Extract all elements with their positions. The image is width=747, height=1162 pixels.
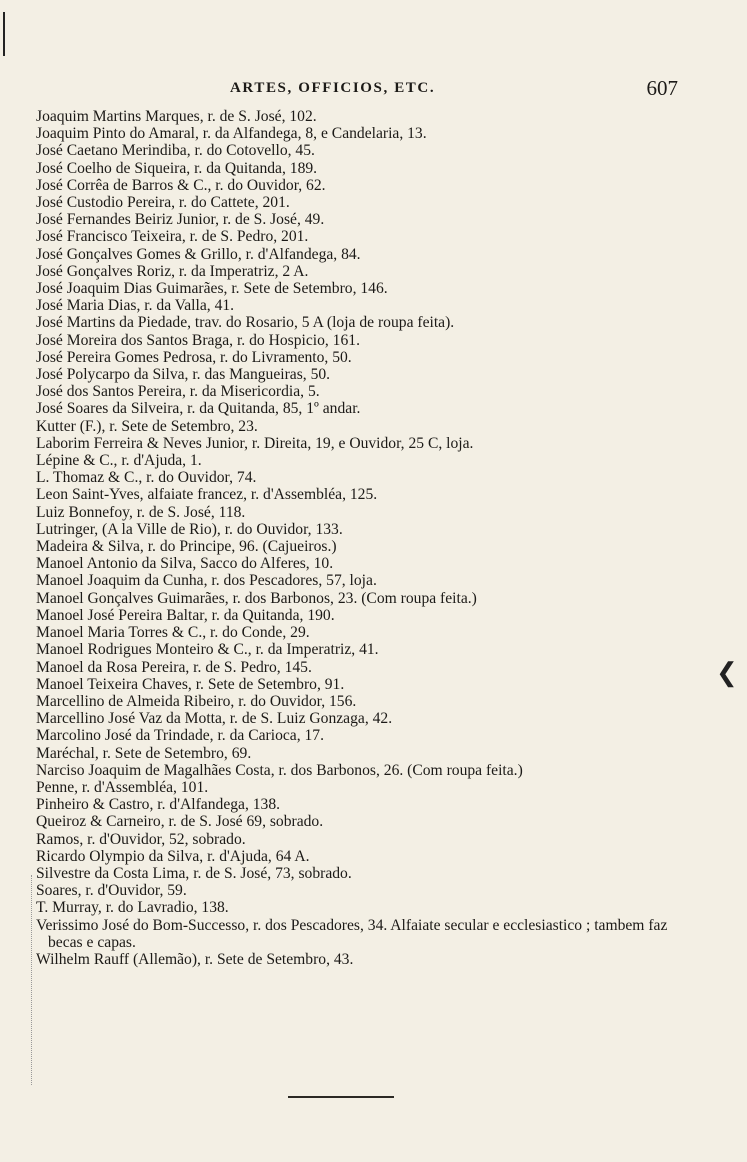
directory-entry: Luiz Bonnefoy, r. de S. José, 118. xyxy=(36,503,246,521)
directory-entry: José Custodio Pereira, r. do Cattete, 201. xyxy=(36,194,290,212)
directory-entry: Marcellino José Vaz da Motta, r. de S. Luiz Gonzaga, 42. xyxy=(36,710,393,728)
directory-entry: José Gonçalves Gomes & Grillo, r. d'Alfandega, 84. xyxy=(36,245,361,263)
margin-rule xyxy=(3,12,5,56)
directory-entry: José Joaquim Dias Guimarães, r. Sete de Setembro, 146. xyxy=(36,280,388,298)
directory-entry: Kutter (F.), r. Sete de Setembro, 23. xyxy=(36,417,258,435)
page-number: 607 xyxy=(646,76,678,100)
directory-entry: Manoel Joaquim da Cunha, r. dos Pescadores, 57, loja. xyxy=(36,572,377,590)
directory-entry: Pinheiro & Castro, r. d'Alfandega, 138. xyxy=(36,796,281,814)
directory-entry: Narciso Joaquim de Magalhães Costa, r. dos Barbonos, 26. (Com roupa feita.) xyxy=(36,761,523,779)
directory-entry: Penne, r. d'Assembléa, 101. xyxy=(36,778,209,796)
directory-entry: José Francisco Teixeira, r. de S. Pedro, 201. xyxy=(36,228,309,246)
directory-entry: Maréchal, r. Sete de Setembro, 69. xyxy=(36,744,252,762)
margin-mark-icon: ❮ xyxy=(716,658,738,688)
directory-entry: Laborim Ferreira & Neves Junior, r. Direita, 19, e Ouvidor, 25 C, loja. xyxy=(36,434,474,452)
directory-entry: José Soares da Silveira, r. da Quitanda, 85, 1º andar. xyxy=(36,400,361,418)
running-head: ARTES, OFFICIOS, ETC. xyxy=(230,80,436,96)
directory-entry: José Moreira dos Santos Braga, r. do Hospicio, 161. xyxy=(36,331,360,349)
directory-entry: Marcellino de Almeida Ribeiro, r. do Ouvidor, 156. xyxy=(36,692,357,710)
directory-entry: José Martins da Piedade, trav. do Rosario, 5 A (loja de roupa feita). xyxy=(36,314,455,332)
directory-entry: Lépine & C., r. d'Ajuda, 1. xyxy=(36,452,202,470)
directory-entry: Silvestre da Costa Lima, r. de S. José, 73, sobrado. xyxy=(36,864,352,882)
directory-entry: Manoel Antonio da Silva, Sacco do Alferes, 10. xyxy=(36,555,334,573)
directory-entry: Soares, r. d'Ouvidor, 59. xyxy=(36,882,187,900)
directory-entry: Verissimo José do Bom-Successo, r. dos Pescadores, 34. Alfaiate secular e ecclesiastico ; tambem faz becas e capas. xyxy=(36,916,668,951)
directory-entry: Marcolino José da Trindade, r. da Carioca, 17. xyxy=(36,727,324,745)
directory-entry: Madeira & Silva, r. do Principe, 96. (Cajueiros.) xyxy=(36,538,337,556)
directory-entry: T. Murray, r. do Lavradio, 138. xyxy=(36,899,229,917)
directory-entry: José Fernandes Beiriz Junior, r. de S. José, 49. xyxy=(36,211,325,229)
directory-entry: Ramos, r. d'Ouvidor, 52, sobrado. xyxy=(36,830,246,848)
directory-entry: Wilhelm Rauff (Allemão), r. Sete de Setembro, 43. xyxy=(36,950,354,968)
end-rule xyxy=(288,1096,394,1098)
directory-list xyxy=(36,108,686,968)
directory-entry: José Corrêa de Barros & C., r. do Ouvidor, 62. xyxy=(36,176,326,194)
gutter-marks xyxy=(31,875,34,1085)
directory-entry: Manoel da Rosa Pereira, r. de S. Pedro, 145. xyxy=(36,658,312,676)
directory-entry: Ricardo Olympio da Silva, r. d'Ajuda, 64 A. xyxy=(36,847,310,865)
directory-entry: José Pereira Gomes Pedrosa, r. do Livramento, 50. xyxy=(36,348,352,366)
directory-entry: José Caetano Merindiba, r. do Cotovello, 45. xyxy=(36,142,315,160)
directory-entry: Queiroz & Carneiro, r. de S. José 69, sobrado. xyxy=(36,813,324,831)
directory-entry: Manoel Gonçalves Guimarães, r. dos Barbonos, 23. (Com roupa feita.) xyxy=(36,589,477,607)
directory-entry: Manoel Teixeira Chaves, r. Sete de Setembro, 91. xyxy=(36,675,345,693)
directory-entry: José Maria Dias, r. da Valla, 41. xyxy=(36,297,235,315)
directory-entry: José dos Santos Pereira, r. da Misericordia, 5. xyxy=(36,383,320,401)
directory-entry: José Gonçalves Roriz, r. da Imperatriz, 2 A. xyxy=(36,262,309,280)
directory-entry: José Polycarpo da Silva, r. das Mangueiras, 50. xyxy=(36,366,331,384)
directory-entry: L. Thomaz & C., r. do Ouvidor, 74. xyxy=(36,469,257,487)
directory-entry: Manoel José Pereira Baltar, r. da Quitanda, 190. xyxy=(36,606,335,624)
directory-entry: Leon Saint-Yves, alfaiate francez, r. d'Assembléa, 125. xyxy=(36,486,378,504)
directory-entry: Joaquim Pinto do Amaral, r. da Alfandega, 8, e Candelaria, 13. xyxy=(36,125,427,143)
directory-entry: Manoel Maria Torres & C., r. do Conde, 29. xyxy=(36,624,310,642)
directory-entry: Joaquim Martins Marques, r. de S. José, 102. xyxy=(36,108,317,125)
directory-entry: Manoel Rodrigues Monteiro & C., r. da Imperatriz, 41. xyxy=(36,641,379,659)
directory-entry: Lutringer, (A la Ville de Rio), r. do Ouvidor, 133. xyxy=(36,520,343,538)
directory-entry: José Coelho de Siqueira, r. da Quitanda, 189. xyxy=(36,159,318,177)
page-header xyxy=(40,76,680,106)
